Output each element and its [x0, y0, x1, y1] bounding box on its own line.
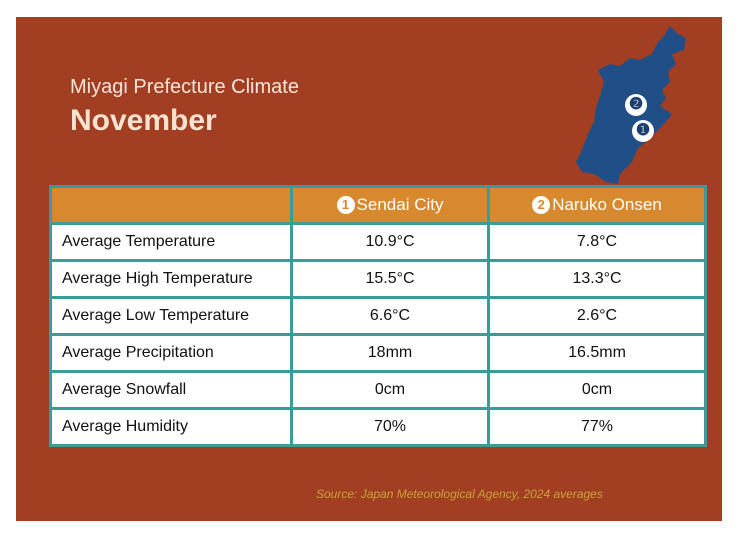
table-header-row — [51, 187, 706, 224]
climate-table — [49, 185, 707, 447]
header-sendai-city: 1 Sendai City — [292, 187, 489, 224]
sendai-city-marker: ❶ — [632, 120, 654, 142]
sendai-value: 18mm — [292, 335, 489, 372]
naruko-onsen-marker: ❷ — [625, 94, 647, 116]
sendai-badge-icon: 1 — [337, 196, 355, 214]
header-empty-cell — [51, 187, 292, 224]
page-subtitle: Miyagi Prefecture Climate — [70, 76, 299, 98]
miyagi-map — [560, 24, 690, 194]
sendai-value: 0cm — [292, 372, 489, 409]
sendai-value: 6.6°C — [292, 298, 489, 335]
row-label: Average Humidity — [51, 409, 292, 446]
naruko-value: 77% — [489, 409, 706, 446]
sendai-value: 70% — [292, 409, 489, 446]
table-row — [51, 335, 706, 372]
table-row — [51, 224, 706, 261]
row-label: Average Temperature — [51, 224, 292, 261]
naruko-value: 2.6°C — [489, 298, 706, 335]
table-row — [51, 409, 706, 446]
row-label: Average Snowfall — [51, 372, 292, 409]
naruko-value: 0cm — [489, 372, 706, 409]
naruko-value: 13.3°C — [489, 261, 706, 298]
table-row — [51, 261, 706, 298]
table-row — [51, 372, 706, 409]
naruko-value: 7.8°C — [489, 224, 706, 261]
naruko-value: 16.5mm — [489, 335, 706, 372]
sendai-value: 10.9°C — [292, 224, 489, 261]
row-label: Average Precipitation — [51, 335, 292, 372]
header-naruko-onsen: 2 Naruko Onsen — [489, 187, 706, 224]
page-title: November — [70, 104, 217, 137]
naruko-badge-icon: 2 — [532, 196, 550, 214]
row-label: Average Low Temperature — [51, 298, 292, 335]
table-row — [51, 298, 706, 335]
row-label: Average High Temperature — [51, 261, 292, 298]
source-note: Source: Japan Meteorological Agency, 2024 averages — [316, 487, 603, 501]
sendai-value: 15.5°C — [292, 261, 489, 298]
